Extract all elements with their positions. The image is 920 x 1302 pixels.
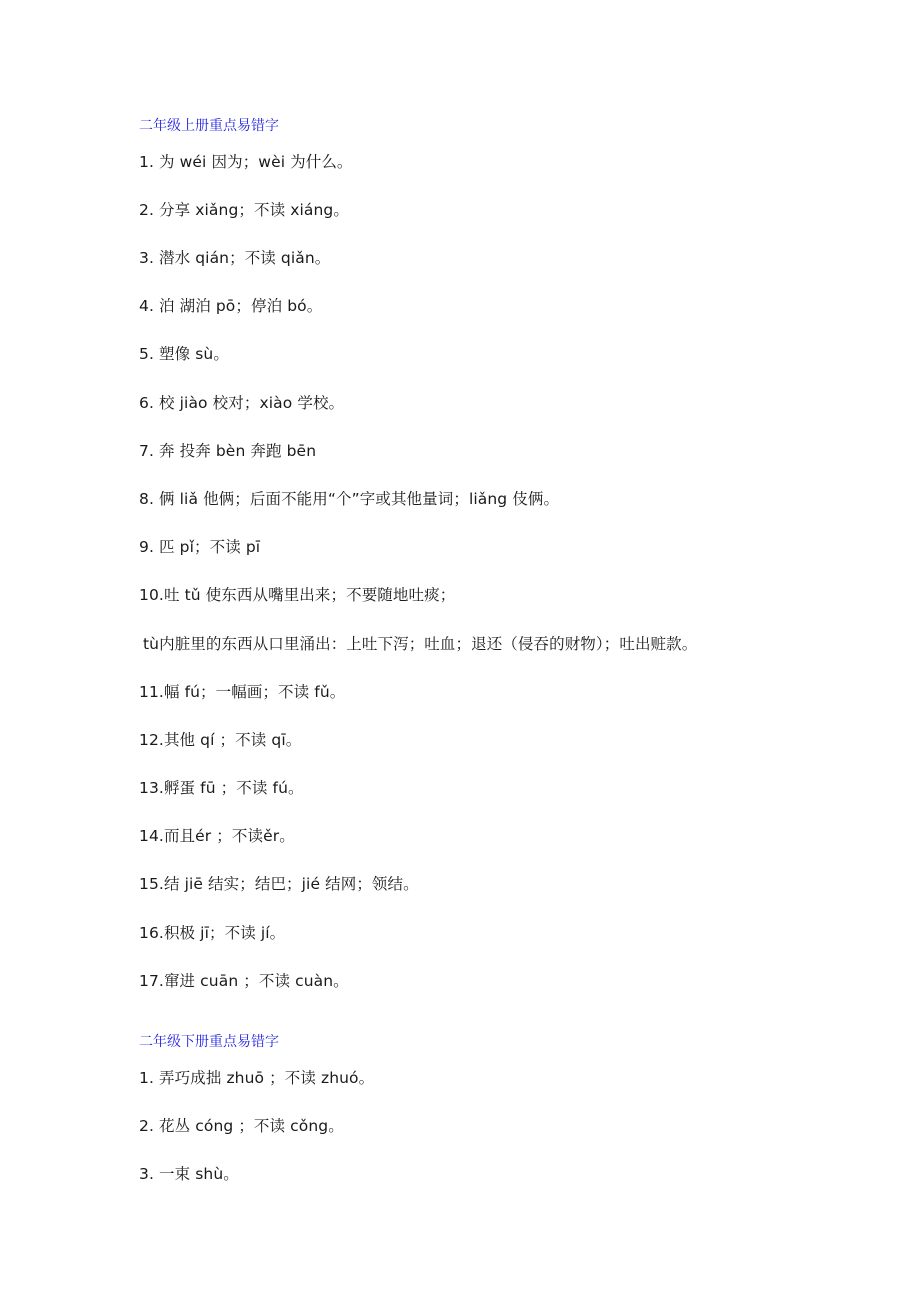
list-item: 3. 潜水 qián；不读 qiǎn。 [139, 249, 331, 267]
list-item: 12.其他 qí ；不读 qī。 [139, 731, 302, 749]
list-item: 10.吐 tǔ 使东西从嘴里出来；不要随地吐痰； [139, 586, 456, 604]
list-item: 9. 匹 pǐ；不读 pī [139, 538, 261, 556]
list-item: 7. 奔 投奔 bèn 奔跑 bēn [139, 442, 317, 460]
list-item: 8. 俩 liǎ 他俩；后面不能用“个”字或其他量词；liǎng 伎俩。 [139, 490, 560, 508]
section-title-grade2-vol1: 二年级上册重点易错字 [139, 118, 279, 134]
list-item: 1. 为 wéi 因为；wèi 为什么。 [139, 153, 353, 171]
list-item: 2. 分享 xiǎng；不读 xiáng。 [139, 201, 349, 219]
list-item: 14.而且ér ；不读ěr。 [139, 827, 295, 845]
list-item: 5. 塑像 sù。 [139, 345, 229, 363]
list-item: 13.孵蛋 fū ；不读 fú。 [139, 779, 304, 797]
list-item: 16.积极 jī；不读 jí。 [139, 924, 286, 942]
list-item: 3. 一束 shù。 [139, 1165, 239, 1183]
list-item: 2. 花丛 cóng ；不读 cǒng。 [139, 1117, 344, 1135]
list-item: 17.窜进 cuān ；不读 cuàn。 [139, 972, 349, 990]
list-item: 15.结 jiē 结实；结巴；jié 结网；领结。 [139, 875, 419, 893]
list-item-continuation: tù内脏里的东西从口里涌出：上吐下泻；吐血；退还（侵吞的财物）；吐出赃款。 [143, 635, 698, 653]
list-item: 1. 弄巧成拙 zhuō ；不读 zhuó。 [139, 1069, 375, 1087]
list-item: 4. 泊 湖泊 pō；停泊 bó。 [139, 297, 323, 315]
list-item: 6. 校 jiào 校对；xiào 学校。 [139, 394, 345, 412]
section-title-grade2-vol2: 二年级下册重点易错字 [139, 1034, 279, 1050]
list-item: 11.幅 fú；一幅画；不读 fǔ。 [139, 683, 346, 701]
